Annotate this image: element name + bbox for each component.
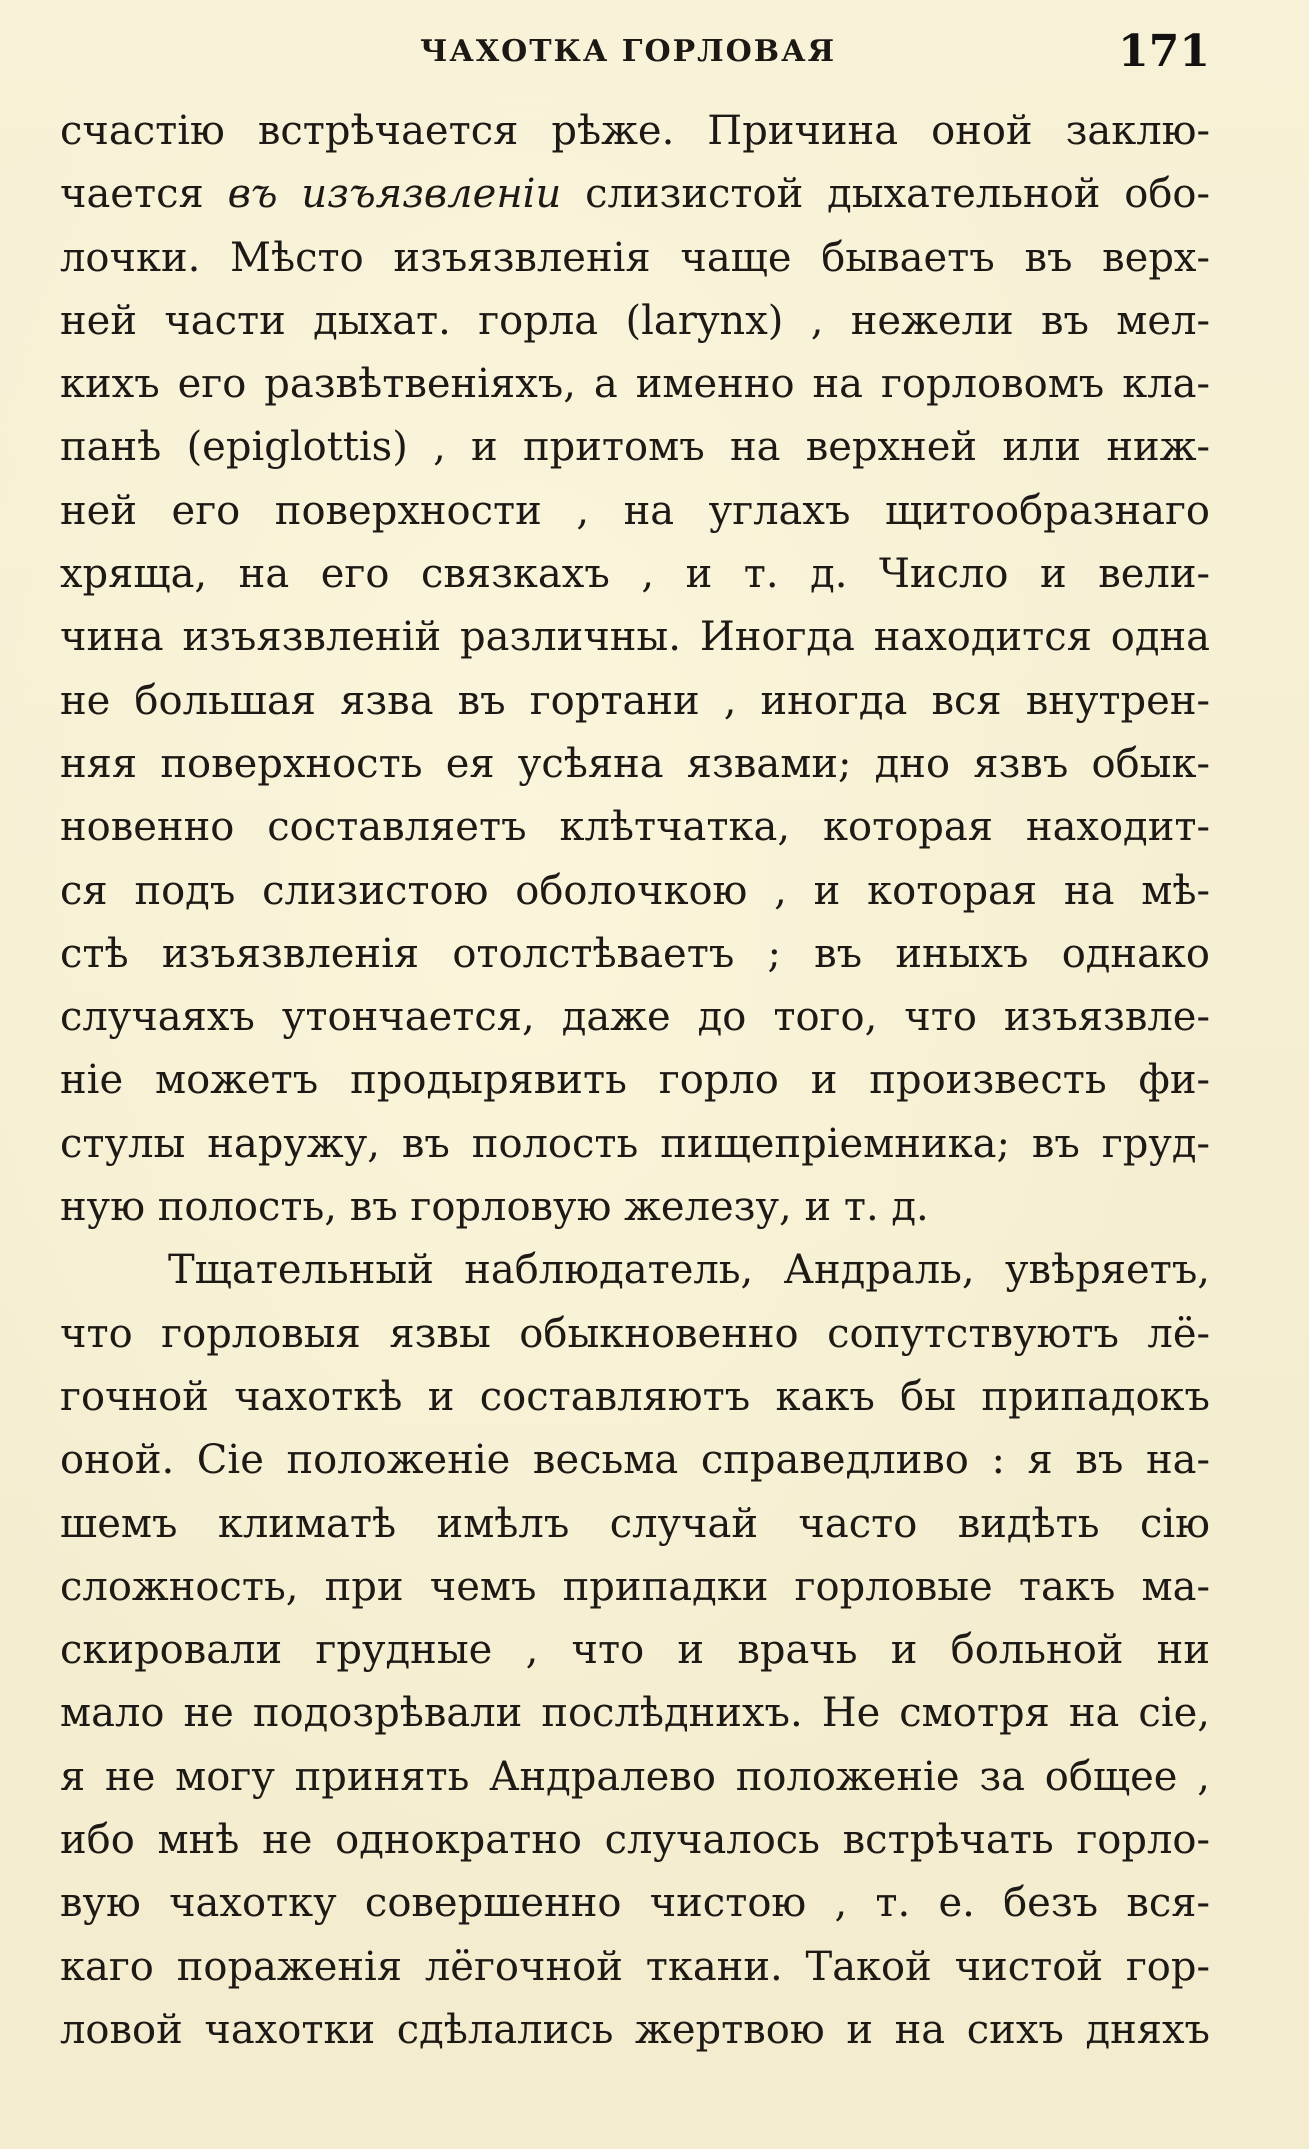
- text-line-2-suffix: слизистой дыхательной обо-: [561, 171, 1210, 218]
- text-line-19: Тщательный наблюдатель, Андраль, увѣряетъ,: [168, 1247, 1210, 1294]
- text-line-23: шемъ климатѣ имѣлъ случай часто видѣть сію: [60, 1500, 1210, 1547]
- text-line-4: ней части дыхат. горла (larynx) , нежели въ мел-: [60, 297, 1210, 344]
- text-line-2-prefix: чается: [60, 171, 228, 218]
- body-text: [60, 100, 1210, 2062]
- text-line-17: стулы наружу, въ полость пищепріемника; въ груд-: [60, 1120, 1210, 1167]
- text-line-6: панѣ (epiglottis) , и притомъ на верхней или ниж-: [60, 424, 1210, 471]
- text-line-2-emphasis: въ изъязвленіи: [227, 171, 562, 218]
- text-line-24: сложность, при чемъ припадки горловые такъ ма-: [60, 1563, 1210, 1610]
- text-line-15: случаяхъ утончается, даже до того, что изъязвле-: [60, 994, 1210, 1041]
- text-line-28: ибо мнѣ не однократно случалось встрѣчать горло-: [60, 1817, 1210, 1864]
- text-line-20: что горловыя язвы обыкновенно сопутствуютъ лё-: [60, 1310, 1210, 1357]
- text-line-8: хряща, на его связкахъ , и т. д. Число и вели-: [60, 551, 1210, 598]
- text-line-25: скировали грудные , что и врачь и больной ни: [60, 1627, 1210, 1674]
- text-line-1: счастію встрѣчается рѣже. Причина оной заклю-: [60, 108, 1210, 154]
- text-line-13: ся подъ слизистою оболочкою , и которая на мѣ-: [60, 867, 1210, 914]
- page-number: 171: [1118, 26, 1210, 77]
- text-line-16: ніе можетъ продырявить горло и произвесть фи-: [60, 1057, 1210, 1104]
- text-line-29: вую чахотку совершенно чистою , т. е. безъ вся-: [60, 1880, 1210, 1927]
- text-line-10: не большая язва въ гортани , иногда вся внутрен-: [60, 677, 1210, 724]
- text-line-18: ную полость, въ горловую железу, и т. д.: [60, 1184, 929, 1231]
- text-line-26: мало не подозрѣвали послѣднихъ. Не смотря на сіе,: [60, 1690, 1210, 1737]
- text-line-31: ловой чахотки сдѣлались жертвою и на сихъ дняхъ: [60, 2006, 1210, 2053]
- text-line-30: каго пораженія лёгочной ткани. Такой чистой гор-: [60, 1943, 1210, 1990]
- text-line-22: оной. Сіе положеніе весьма справедливо : я въ на-: [60, 1437, 1210, 1484]
- text-line-5: кихъ его развѣтвеніяхъ, а именно на горловомъ кла-: [60, 361, 1210, 408]
- text-line-14: стѣ изъязвленія отолстѣваетъ ; въ иныхъ однако: [60, 930, 1210, 977]
- text-line-7: ней его поверхности , на углахъ щитообразнаго: [60, 487, 1210, 534]
- text-line-21: гочной чахоткѣ и составляютъ какъ бы припадокъ: [60, 1373, 1210, 1420]
- text-line-9: чина изъязвленій различны. Иногда находится одна: [60, 614, 1210, 661]
- text-line-11: няя поверхность ея усѣяна язвами; дно язвъ обык-: [60, 740, 1210, 787]
- text-line-2: [60, 163, 1210, 226]
- text-line-12: новенно составляетъ клѣтчатка, которая находит-: [60, 804, 1210, 851]
- running-head: ЧАХОТКА ГОРЛОВАЯ: [420, 34, 837, 69]
- page-header: [60, 26, 1210, 78]
- text-line-27: я не могу принять Андралево положеніе за общее ,: [60, 1753, 1210, 1800]
- text-line-3: лочки. Мѣсто изъязвленія чаще бываетъ въ верх-: [60, 234, 1210, 281]
